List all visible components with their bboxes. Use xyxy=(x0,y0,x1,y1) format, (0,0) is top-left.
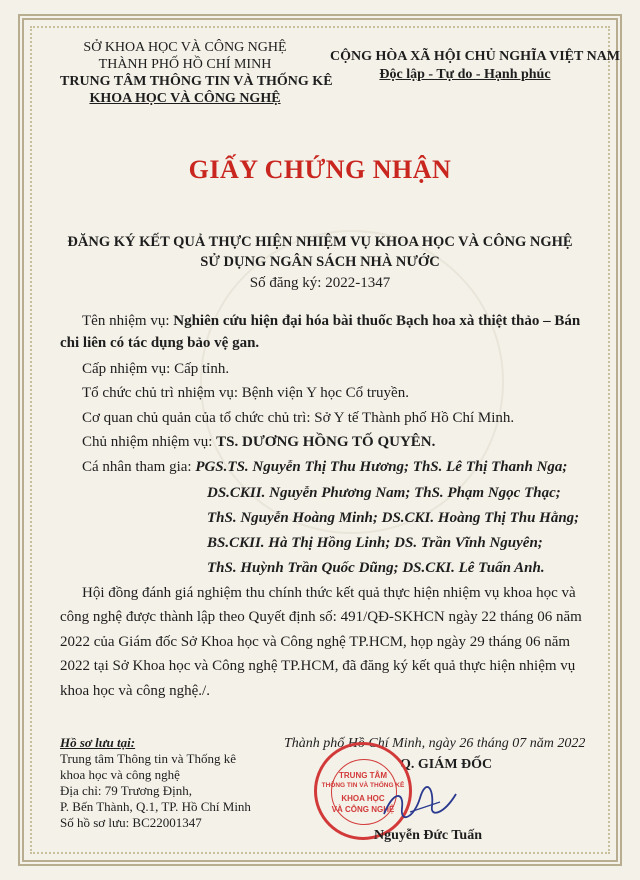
signer-name: Nguyễn Đức Tuấn xyxy=(374,828,482,843)
signature-scribble xyxy=(380,784,460,824)
decision-paragraph-4: 2022 tại Sở Khoa học và Công nghệ TP.HCM, đã đăng ký kết quả thực hiện nhiệm vụ xyxy=(60,658,576,674)
registration-number: Số đăng ký: 2022-1347 xyxy=(249,275,391,291)
official-seal: TRUNG TÂM THÔNG TIN VÀ THỐNG KÊ KHOA HỌC VÀ CÔNG NGHỆ xyxy=(314,742,412,840)
task-level: Cấp nhiệm vụ: Cấp tỉnh. xyxy=(82,361,230,377)
decision-paragraph-2: công nghệ được thành lập theo Quyết định số: 491/QĐ-SKHCN ngày 22 tháng 06 năm xyxy=(60,609,582,625)
task-name-line-1: Tên nhiệm vụ: Nghiên cứu hiện đại hóa bài thuốc Bạch hoa xà thiệt thảo – Bán xyxy=(82,313,581,329)
issuer-center-2: KHOA HỌC VÀ CÔNG NGHỆ xyxy=(89,91,281,106)
issuer-city: THÀNH PHỐ HỒ CHÍ MINH xyxy=(98,57,272,72)
participants-line-5: ThS. Huỳnh Trần Quốc Dũng; DS.CKI. Lê Tuấn Anh. xyxy=(207,560,545,576)
document-subtitle-2: SỬ DỤNG NGÂN SÁCH NHÀ NƯỚC xyxy=(200,254,440,270)
place-and-date: Thành phố Hồ Chí Minh, ngày 26 tháng 07 năm 2022 xyxy=(284,736,586,751)
participants-line-2: DS.CKII. Nguyễn Phương Nam; ThS. Phạm Ngọc Thạc; xyxy=(207,485,561,501)
participants-line-3: ThS. Nguyễn Hoàng Minh; DS.CKI. Hoàng Thị Thu Hằng; xyxy=(207,510,580,526)
national-motto: Độc lập - Tự do - Hạnh phúc xyxy=(379,67,551,82)
task-leader: Chủ nhiệm nhiệm vụ: TS. DƯƠNG HỒNG TỐ QUYÊN. xyxy=(82,434,436,450)
national-title: CỘNG HÒA XÃ HỘI CHỦ NGHĨA VIỆT NAM xyxy=(330,49,621,64)
decision-paragraph-1: Hội đồng đánh giá nghiệm thu chính thức kết quả thực hiện nhiệm vụ khoa học và xyxy=(82,585,576,601)
managing-agency: Cơ quan chủ quản của tổ chức chủ trì: Sở Y tế Thành phố Hồ Chí Minh. xyxy=(82,410,515,426)
decision-paragraph-3: 2022 của Giám đốc Sở Khoa học và Công nghệ TP.HCM, họp ngày 29 tháng 06 năm xyxy=(60,634,571,650)
host-organization: Tổ chức chủ trì nhiệm vụ: Bệnh viện Y học Cổ truyền. xyxy=(82,385,409,401)
archive-label: Hồ sơ lưu tại: xyxy=(60,735,136,750)
participants-line-4: BS.CKII. Hà Thị Hồng Linh; DS. Trần Vĩnh Nguyên; xyxy=(207,535,543,551)
archive-address-1: Địa chỉ: 79 Trương Định, xyxy=(60,783,193,798)
signer-role: Q. GIÁM ĐỐC xyxy=(400,757,493,772)
task-name-line-2: chi liên có tác dụng bảo vệ gan. xyxy=(60,335,260,351)
issuer-department: SỞ KHOA HỌC VÀ CÔNG NGHỆ xyxy=(83,40,287,55)
document-subtitle-1: ĐĂNG KÝ KẾT QUẢ THỰC HIỆN NHIỆM VỤ KHOA HỌC VÀ CÔNG NGHỆ xyxy=(67,234,573,250)
archive-address-2: P. Bến Thành, Q.1, TP. Hồ Chí Minh xyxy=(60,799,251,814)
issuer-center: TRUNG TÂM THÔNG TIN VÀ THỐNG KÊ xyxy=(60,74,333,89)
decision-paragraph-5: khoa học và công nghệ./. xyxy=(60,683,210,699)
archive-line-1: Trung tâm Thông tin và Thống kê xyxy=(60,751,236,766)
archive-line-2: khoa học và công nghệ xyxy=(60,767,180,782)
archive-file-number: Số hồ sơ lưu: BC22001347 xyxy=(60,815,202,830)
participants-line-1: Cá nhân tham gia: PGS.TS. Nguyễn Thị Thu Hương; ThS. Lê Thị Thanh Nga; xyxy=(82,459,568,475)
document-title: GIẤY CHỨNG NHẬN xyxy=(188,155,452,184)
